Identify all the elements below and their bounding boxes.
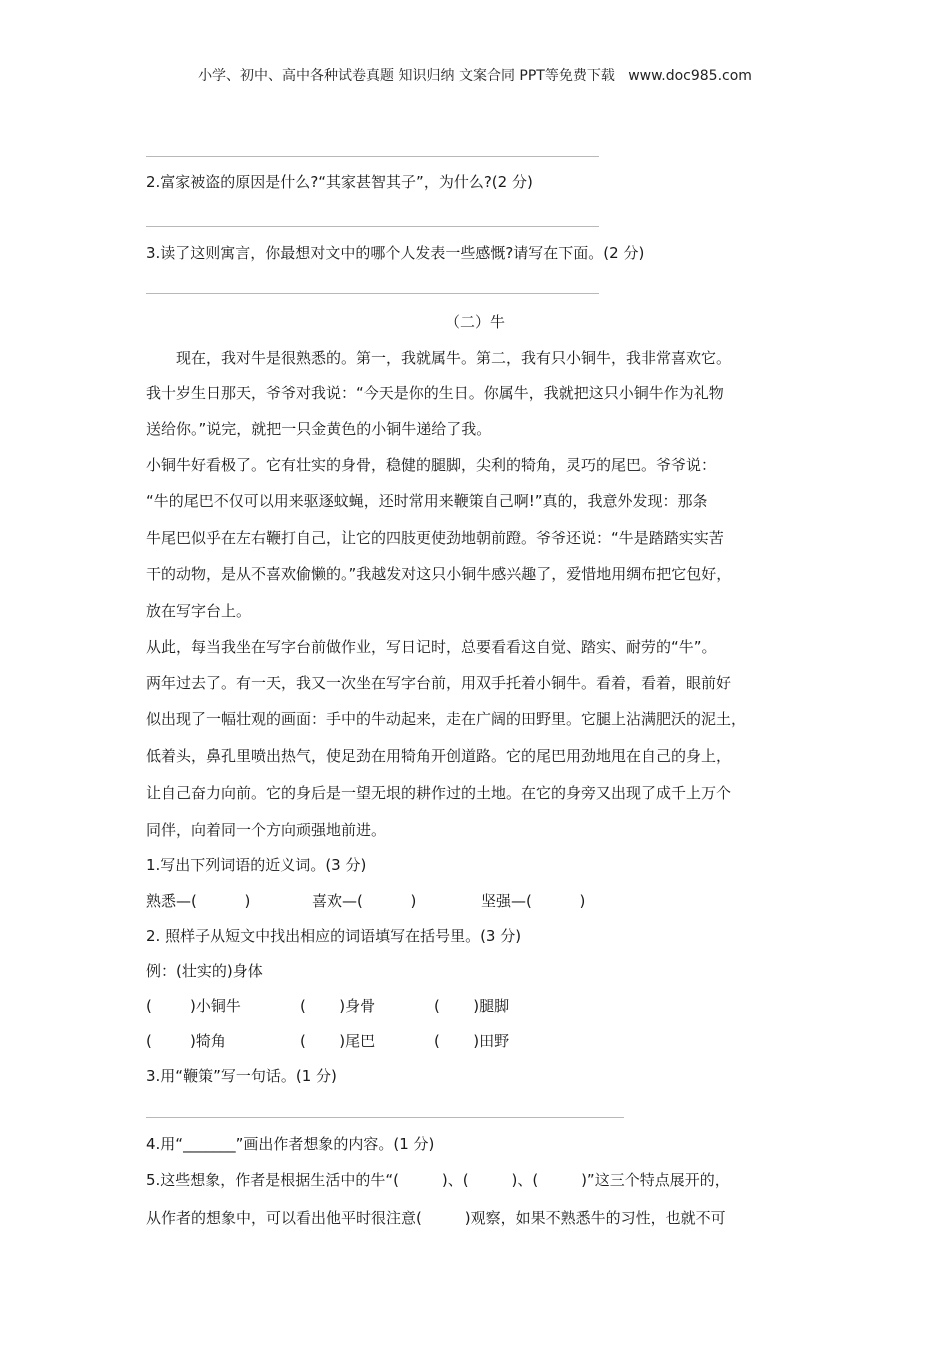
- passage-line: 现在，我对牛是很熟悉的。第一，我就属牛。第二，我有只小铜牛，我非常喜欢它。: [176, 349, 732, 367]
- question-2: 2.富家被盗的原因是什么?“其家甚智其子”，为什么?(2 分): [146, 173, 533, 191]
- question-2-5-line: 从作者的想象中，可以看出他平时很注意( )观察，如果不熟悉牛的习性，也就不可: [146, 1209, 726, 1227]
- question-2-1: 1.写出下列词语的近义词。(3 分): [146, 856, 367, 874]
- fill-item: ( )犄角: [146, 1032, 226, 1050]
- passage-line: 送给你。”说完，就把一只金黄色的小铜牛递给了我。: [146, 420, 492, 438]
- passage-line: “牛的尾巴不仅可以用来驱逐蚊蝇，还时常用来鞭策自己啊!”真的，我意外发现：那条: [146, 492, 708, 510]
- passage-line: 我十岁生日那天，爷爷对我说：“今天是你的生日。你属牛，我就把这只小铜牛作为礼物: [146, 384, 724, 402]
- passage-line: 两年过去了。有一天，我又一次坐在写字台前，用双手托着小铜牛。看着，看着，眼前好: [146, 674, 732, 692]
- passage-line: 让自己奋力向前。它的身后是一望无垠的耕作过的土地。在它的身旁又出现了成千上万个: [146, 784, 732, 802]
- fill-item: ( )尾巴: [300, 1032, 376, 1050]
- fill-item: ( )腿脚: [434, 997, 510, 1015]
- passage-line: 同伴，向着同一个方向顽强地前进。: [146, 821, 387, 839]
- question-2-4: 4.用“_______”画出作者想象的内容。(1 分): [146, 1135, 435, 1153]
- answer-line-1: [146, 156, 599, 157]
- fill-item: ( )身骨: [300, 997, 376, 1015]
- section-title: （二）牛: [444, 313, 505, 331]
- passage-line: 似出现了一幅壮观的画面：手中的牛动起来，走在广阔的田野里。它腿上沾满肥沃的泥土，: [146, 710, 747, 728]
- passage-line: 干的动物，是从不喜欢偷懒的。”我越发对这只小铜牛感兴趣了，爱惜地用绸布把它包好，: [146, 565, 732, 583]
- answer-line-2: [146, 226, 599, 227]
- passage-line: 从此，每当我坐在写字台前做作业，写日记时，总要看看这自觉、踏实、耐劳的“牛”。: [146, 638, 717, 656]
- synonym-item: 喜欢—( ): [312, 892, 417, 910]
- answer-line-4: [146, 1117, 624, 1118]
- question-2-5-line: 5.这些想象，作者是根据生活中的牛“( )、( )、( )”这三个特点展开的，: [146, 1171, 730, 1189]
- page-header: 小学、初中、高中各种试卷真题 知识归纳 文案合同 PPT等免费下载 www.doc985.com: [198, 68, 752, 84]
- passage-line: 放在写字台上。: [146, 602, 252, 620]
- passage-line: 牛尾巴似乎在左右鞭打自己，让它的四肢更使劲地朝前蹬。爷爷还说：“牛是踏踏实实苦: [146, 529, 724, 547]
- passage-line: 低着头，鼻孔里喷出热气，使足劲在用犄角开创道路。它的尾巴用劲地甩在自己的身上，: [146, 747, 732, 765]
- question-2-2: 2. 照样子从短文中找出相应的词语填写在括号里。(3 分): [146, 927, 522, 945]
- fill-item: ( )田野: [434, 1032, 510, 1050]
- fill-item: ( )小铜牛: [146, 997, 241, 1015]
- question-3: 3.读了这则寓言，你最想对文中的哪个人发表一些感慨?请写在下面。(2 分): [146, 244, 645, 262]
- passage-line: 小铜牛好看极了。它有壮实的身骨，稳健的腿脚，尖利的犄角，灵巧的尾巴。爷爷说：: [146, 456, 717, 474]
- answer-line-3: [146, 293, 599, 294]
- synonym-item: 熟悉—( ): [146, 892, 251, 910]
- synonym-item: 坚强—( ): [481, 892, 586, 910]
- example-line: 例：(壮实的)身体: [146, 962, 263, 980]
- question-2-3: 3.用“鞭策”写一句话。(1 分): [146, 1067, 337, 1085]
